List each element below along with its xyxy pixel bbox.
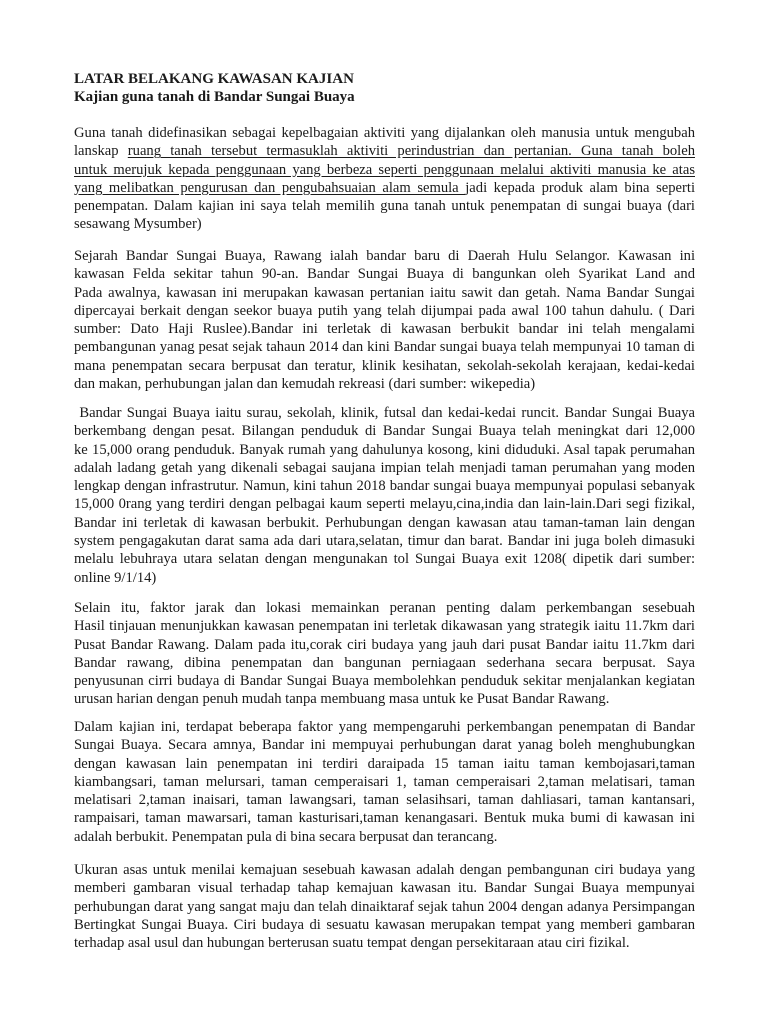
paragraph-line — [74, 755, 695, 773]
paragraph — [74, 718, 695, 846]
text-segment: Sungai Buaya. Secara amnya, Bandar ini mempuyai perhubungan darat yanag boleh menghubungkan — [74, 737, 695, 754]
text-segment: terhadap asal usul dan hubungan berterusan suatu tempat dengan persekitaraan atau ciri fizikal. — [74, 935, 630, 952]
paragraph — [74, 861, 695, 952]
paragraph-line — [74, 736, 695, 754]
text-segment: dengan kawasan lain penempatan ini terdiri daraipada 15 taman iaitu taman kembojasari,taman — [74, 755, 695, 772]
text-segment: rampaisari, taman mawarsari, taman kasturisari,taman kenangasari. Bentuk muka bumi di kawasan ini — [74, 810, 695, 827]
text-segment: Selain itu, faktor jarak dan lokasi memainkan peranan penting dalam perkembangan sesebuah — [74, 600, 695, 616]
paragraph-line — [74, 879, 695, 897]
text-segment: Sejarah Bandar Sungai Buaya, Rawang ialah bandar baru di Daerah Hulu Selangor. Kawasan ini — [74, 248, 695, 264]
text-segment: berkembang dengan pesat. Bilangan penduduk di Bandar Sungai Buaya telah meningkat dari 12,000 — [74, 423, 695, 440]
text-segment: dan makan, perhubungan jalan dan kemudah rekreasi (dari sumber: wikepedia) — [74, 376, 536, 393]
text-segment: 15,000 0rang yang terdiri dengan pelbagai kaum seperti melayu,cina,india dan lain-lain.Dari segi fizikal, — [74, 496, 695, 513]
paragraph-line — [74, 916, 695, 934]
text-segment: ke 15,000 orang penduduk. Banyak rumah yang dahulunya kosong, kini diduduki. Asal tapak perumahan — [74, 441, 695, 458]
text-segment: system pengagakutan darat sama ada dari utara,selatan, timur dan barat. Bandar ini juga boleh dimasuki — [74, 533, 695, 550]
paragraph-line — [74, 791, 695, 809]
text-segment: memberi gambaran visual terhadap tahap kemajuan kawasan itu. Bandar Sungai Buaya mempunyai — [74, 880, 695, 897]
paragraph-line — [74, 514, 695, 532]
paragraph-line — [74, 320, 695, 338]
text-segment: kiambangsari, taman melursari, taman cemperaisari 1, taman cemperaisari 2,taman melatisari, taman — [74, 773, 695, 790]
text-segment: Guna tanah didefinasikan sebagai kepelbagaian aktiviti yang dijalankan oleh manusia untuk mengubah — [74, 125, 695, 141]
text-segment: Dalam kajian ini, terdapat beberapa faktor yang mempengaruhi perkembangan penempatan di Bandar — [74, 719, 695, 735]
text-segment: jadi kepada produk alam bina seperti — [465, 179, 695, 196]
paragraph — [74, 124, 695, 234]
text-segment: sumber: Dato Haji Ruslee).Bandar ini terletak di kawasan berbukit bandar ini telah mengalami — [74, 321, 695, 338]
paragraph-line — [74, 142, 695, 160]
text-segment: Bandar rawang, dibina penempatan dan bangunan perniagaan sederhana secara berpusat. Saya — [74, 654, 695, 671]
text-segment: melatisari 2,taman inaisari, taman lawangsari, taman selasihsari, taman dahliasari, taman kantansari, — [74, 792, 695, 809]
paragraph-line — [74, 357, 695, 375]
text-segment: mana penempatan secara berpusat dan teratur, klinik kesihatan, sekolah-sekolah kerajaan, kedai-kedai — [74, 357, 695, 374]
text-segment: adalah ladang getah yang dikenali sebagai saujana impian telah menjadi taman perumahan yang moden — [74, 459, 695, 476]
paragraph-line — [74, 404, 695, 422]
underlined-text: yang melibatkan pengurusan dan pengubahsuaian alam semula — [74, 179, 466, 196]
paragraph-line — [74, 898, 695, 916]
paragraph-line — [74, 809, 695, 827]
paragraph-line — [74, 690, 695, 708]
text-segment: sesawang Mysumber) — [74, 216, 202, 233]
text-segment: penempatan. Dalam kajian ini saya telah memilih guna tanah untuk penempatan di sungai buaya (dari — [74, 198, 695, 215]
paragraph-line — [74, 302, 695, 320]
paragraph-line — [74, 495, 695, 513]
paragraph-line — [74, 672, 695, 690]
paragraph-line — [74, 654, 695, 672]
paragraph-line — [74, 569, 695, 587]
text-segment: perhubungan darat yang sangat maju dan telah dinaiktaraf sejak tahun 2004 dengan adanya Persimpangan — [74, 898, 695, 915]
text-segment: kawasan Felda sekitar tahun 90-an. Bandar Sungai Buaya di bangunkan oleh Syarikat Land and — [74, 266, 695, 283]
text-segment: Ukuran asas untuk menilai kemajuan sesebuah kawasan adalah dengan pembangunan ciri budaya yang — [74, 862, 695, 878]
text-segment: Bandar Sungai Buaya iaitu surau, sekolah, klinik, futsal dan kedai-kedai runcit. Bandar Sungai Buaya — [74, 405, 695, 421]
text-segment: lengkap dengan infrastrutur. Namun, kini tahun 2018 bandar sungai buaya mempunyai populasi sebanyak — [74, 478, 695, 495]
paragraph-line — [74, 550, 695, 568]
text-segment: lanskap — [74, 143, 128, 160]
paragraph-line — [74, 636, 695, 654]
paragraph-line — [74, 861, 695, 879]
text-segment: melalu lebuhraya utara selatan dengan mengunakan tol Sungai Buaya exit 1208( dipetik dari sumber: — [74, 551, 695, 568]
paragraph-line — [74, 197, 695, 215]
paragraph — [74, 247, 695, 393]
text-segment: Bertingkat Sungai Buaya. Ciri budaya di sesuatu kawasan merupakan tempat yang memberi gambaran — [74, 916, 695, 933]
text-segment: Hasil tinjauan menunjukkan kawasan penempatan ini terletak dikawasan yang strategik iaitu 11.7km dari — [74, 618, 695, 635]
paragraph-line — [74, 773, 695, 791]
paragraph-line — [74, 247, 695, 265]
paragraph-line — [74, 375, 695, 393]
paragraph-line — [74, 599, 695, 617]
text-segment: dipercayai berkait dengan seekor buaya putih yang telah dijumpai pada awal 100 tahun dahulu. ( Dari — [74, 302, 695, 319]
paragraph-line — [74, 477, 695, 495]
paragraph-line — [74, 284, 695, 302]
paragraph-line — [74, 828, 695, 846]
paragraph-line — [74, 422, 695, 440]
paragraph — [74, 599, 695, 709]
paragraph-line — [74, 265, 695, 283]
paragraph-line — [74, 124, 695, 142]
paragraph-line — [74, 338, 695, 356]
text-segment: adalah berbukit. Penempatan pula di bina secara berpusat dan terancang. — [74, 828, 498, 845]
paragraph-line — [74, 215, 695, 233]
document-subtitle: Kajian guna tanah di Bandar Sungai Buaya — [74, 89, 355, 105]
paragraph-line — [74, 179, 695, 197]
text-segment: penyusunan cirri budaya di Bandar Sungai Buaya membolehkan penduduk sekitar menjalankan kegiatan — [74, 673, 695, 690]
text-segment: online 9/1/14) — [74, 569, 157, 586]
paragraph-line — [74, 934, 695, 952]
paragraph-line — [74, 161, 695, 179]
document-title: LATAR BELAKANG KAWASAN KAJIAN — [74, 71, 354, 87]
text-segment: Bandar ini terletak di kawasan berbukit. Perhubungan dengan kawasan atau taman-taman lain dengan — [74, 514, 695, 531]
text-segment: Pusat Bandar Rawang. Dalam pada itu,corak ciri budaya yang jauh dari pusat Bandar iaitu 11.7km dari — [74, 636, 695, 653]
text-segment: Pada awalnya, kawasan ini merupakan kawasan pertanian iaitu sawit dan getah. Nama Bandar Sungai — [74, 284, 695, 301]
paragraph-line — [74, 459, 695, 477]
paragraph-line — [74, 441, 695, 459]
text-segment: urusan harian dengan penuh mudah tanpa membuang masa untuk ke Pusat Bandar Rawang. — [74, 691, 610, 708]
paragraph-line — [74, 617, 695, 635]
underlined-text: untuk merujuk kepada penggunaan yang berbeza seperti penggunaan melalui aktiviti manusia ke atas — [74, 161, 695, 178]
underlined-text: ruang tanah tersebut termasuklah aktiviti perindustrian dan pertanian. Guna tanah boleh — [127, 143, 695, 160]
paragraph — [74, 404, 695, 587]
text-segment: pembangunan yanag pesat sejak tahaun 2014 dan kini Bandar sungai buaya telah mempunyai 10 taman di — [74, 339, 695, 356]
paragraph-line — [74, 532, 695, 550]
paragraph-line — [74, 718, 695, 736]
